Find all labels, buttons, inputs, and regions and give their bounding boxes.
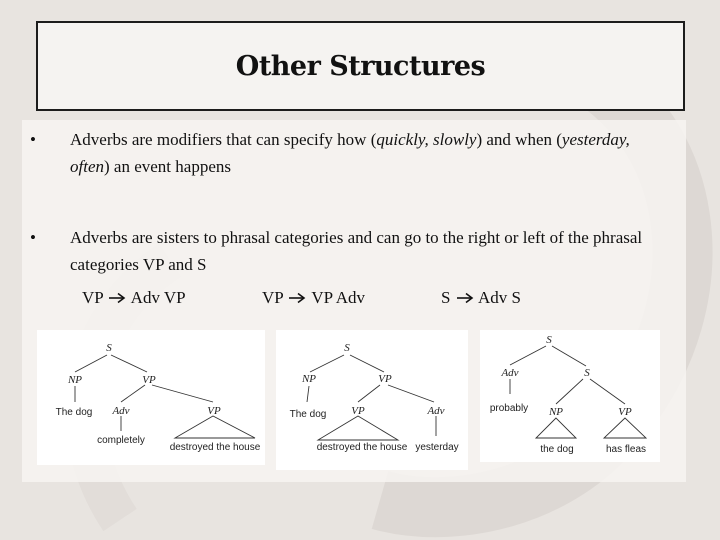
tree-2-np-node: NP (301, 373, 317, 385)
tree-1-vp-node: VP (142, 374, 156, 386)
bullet-dot: • (30, 130, 36, 149)
tree-3-vp-leaf: has fleas (605, 444, 647, 455)
rule-1 (82, 288, 186, 308)
bullet-1-italic-2: yesterday, often (70, 130, 630, 176)
tree-3-s-node: S (546, 334, 552, 346)
tree-3-adv-leaf: probably (489, 403, 529, 414)
tree-1-diagram (37, 330, 265, 465)
tree-2-adv-node: Adv (427, 405, 445, 417)
tree-2-adv-leaf: yesterday (415, 442, 459, 453)
bullet-1-part-2: ) and when ( (476, 130, 562, 149)
bullet-text-2: Adverbs are sisters to phrasal categories and can go to the right or left of the phrasal categories VP and S (70, 228, 643, 274)
tree-3-s2-node: S (584, 367, 590, 379)
title-box (36, 21, 685, 111)
rule-2-lhs: VP (262, 288, 284, 307)
tree-1-adv-node: Adv (112, 405, 130, 417)
bullet-1-italic-1: quickly, slowly (376, 130, 477, 149)
tree-2 (276, 330, 468, 470)
tree-1-np-node: NP (67, 374, 83, 386)
arrow-right-icon (107, 288, 127, 307)
arrow-right-icon (287, 288, 307, 307)
bullet-1-part-3: ) an event happens (104, 157, 231, 176)
tree-1-vp2-node: VP (207, 405, 221, 417)
bullet-dot: • (30, 228, 36, 247)
tree-3 (480, 330, 660, 462)
rule-1-rhs: Adv VP (130, 288, 186, 307)
tree-2-vp2-node: VP (351, 405, 365, 417)
tree-2-diagram (276, 330, 468, 470)
rule-3-lhs: S (441, 288, 451, 307)
rule-3 (441, 288, 521, 308)
tree-1-vp2-leaf: destroyed the house (169, 442, 261, 453)
slide-title: Other Structures (235, 50, 486, 82)
tree-3-diagram (480, 330, 660, 462)
tree-2-vp2-leaf: destroyed the house (316, 442, 408, 453)
tree-1-adv-leaf: completely (97, 435, 145, 446)
rule-2-rhs: VP Adv (311, 288, 366, 307)
tree-3-vp-node: VP (618, 406, 632, 418)
rule-2 (262, 288, 365, 308)
tree-1 (37, 330, 265, 465)
tree-2-vp-node: VP (378, 373, 392, 385)
tree-3-np-leaf: the dog (540, 444, 574, 455)
arrow-right-icon (455, 288, 475, 307)
tree-1-np-leaf: The dog (55, 407, 93, 418)
tree-2-s-node: S (344, 342, 350, 354)
rule-3-rhs: Adv S (478, 288, 522, 307)
bullet-1-part-1: Adverbs are modifiers that can specify how ( (70, 130, 377, 149)
tree-3-np-node: NP (548, 406, 564, 418)
tree-2-np-leaf: The dog (289, 409, 327, 420)
tree-3-adv-node: Adv (501, 367, 519, 379)
tree-1-s-node: S (106, 342, 112, 354)
rule-1-lhs: VP (82, 288, 104, 307)
bullet-text-1 (70, 126, 670, 180)
